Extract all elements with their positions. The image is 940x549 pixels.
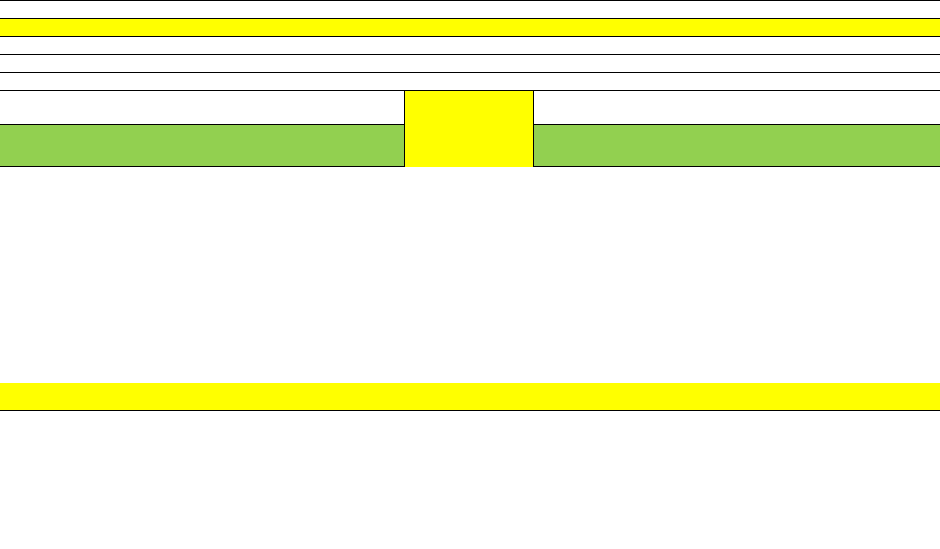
venue-row [0,73,940,91]
group-row [0,19,940,37]
round-label [0,37,940,54]
group-label [0,19,940,36]
website-row [0,383,940,411]
away-team-name [534,91,940,124]
match-date [0,55,940,72]
home-team-name [0,91,404,124]
date-row [0,55,940,73]
league-title [0,1,940,18]
match-venue [0,73,940,90]
home-scorers [0,124,404,166]
league-row [0,0,940,19]
away-scorers [534,124,940,166]
round-row [0,37,940,55]
website-link[interactable] [0,383,940,410]
final-score [404,91,534,167]
